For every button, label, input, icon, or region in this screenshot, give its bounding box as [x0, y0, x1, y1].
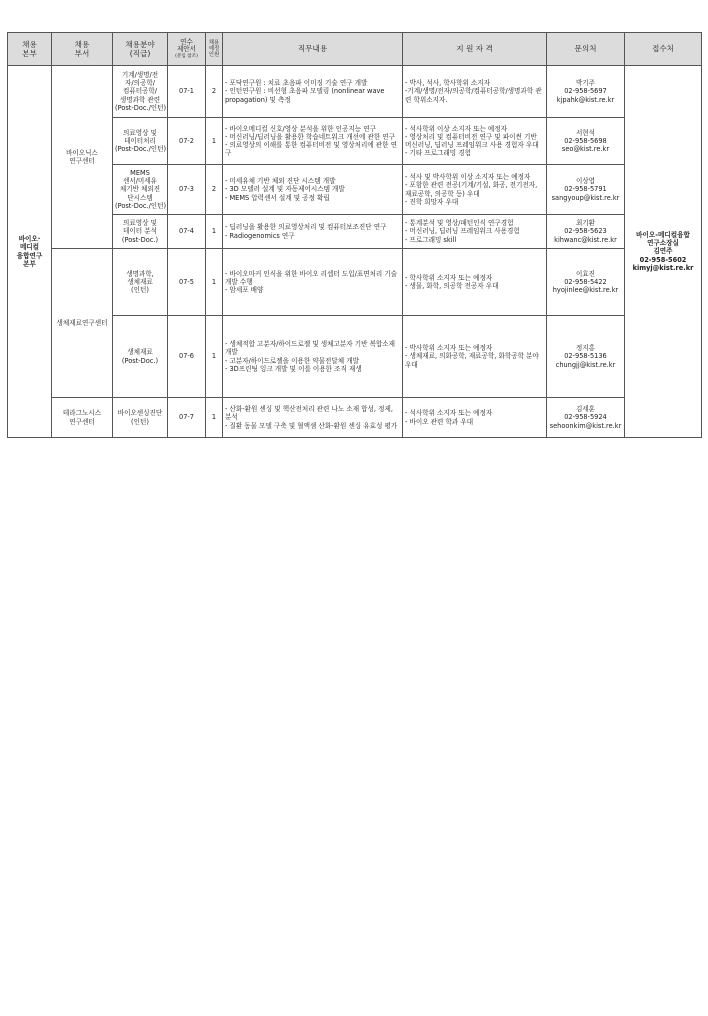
qualification-line: - 생체재료, 의화공학, 재료공학, 화학공학 분야 우대 [405, 352, 539, 369]
duty-cell [223, 215, 403, 249]
duty-line: - 딥러닝을 활용한 의료영상처리 및 컴퓨터보조진단 연구 [225, 223, 387, 232]
receipt-name: 김연주 [653, 247, 673, 256]
contact-phone: 02-958-5697 [564, 87, 607, 96]
receipt-title: 바이오-메디컬융합 연구소장실 [636, 231, 690, 248]
count-cell: 2 [206, 66, 223, 118]
qualification-line: - 바이오 관련 학과 우대 [405, 417, 474, 426]
qualification-line: - 박사학위 소지자 또는 예정자 [405, 344, 493, 353]
duty-line: - 바이오메디컬 신호/영상 분석을 위한 인공지능 연구 [225, 124, 376, 133]
qualification-line: - 머신러닝, 딥러닝 프레임워크 사용경험 [405, 227, 520, 236]
duty-line: - 미세유체 기반 체외 진단 시스템 개발 [225, 177, 336, 186]
count-cell: 1 [206, 316, 223, 398]
contact-name: 이효진 [575, 269, 596, 278]
duty-line: - 고분자/하이드로젤을 이용한 약물전달체 개발 [225, 356, 360, 365]
contact-email[interactable]: seo@kist.re.kr [561, 145, 610, 154]
receipt-email[interactable]: kimyj@kist.re.kr [632, 263, 694, 272]
duty-line: - 바이오마커 인식을 위한 바이오 리셉터 도입/표면처리 기술 개발 수행 [225, 269, 398, 286]
header-row [8, 33, 702, 66]
table-row [8, 165, 702, 215]
table-row [8, 215, 702, 249]
field-cell: 바이오센싱진단 (인턴) [113, 398, 168, 438]
qualification-line: - 학사학위 소지자 또는 예정자 [405, 273, 493, 282]
contact-email[interactable]: sangyoup@kist.re.kr [551, 193, 620, 202]
contact-cell [547, 118, 625, 165]
header-count: 채용 예정 인원 [206, 33, 223, 66]
department-bionics: 바이오닉스 연구센터 [52, 66, 113, 249]
count-cell: 2 [206, 165, 223, 215]
duty-line: - 3D 모델러 설계 및 자동제어시스템 개발 [225, 185, 345, 194]
qualification-cell [403, 165, 547, 215]
contact-name: 서현석 [575, 128, 596, 137]
contact-name: 김세훈 [575, 405, 596, 414]
duty-line: - 암세포 배양 [225, 286, 264, 295]
qualification-line: - 통계분석 및 영상/패턴인식 연구경험 [405, 219, 514, 228]
receipt-cell [625, 66, 702, 438]
duty-line: - 인턴연구원 : 비선형 초음파 모델링 (nonlinear wave propagation) 및 측정 [225, 87, 385, 104]
table-row [8, 66, 702, 118]
contact-cell [547, 215, 625, 249]
qualification-cell [403, 316, 547, 398]
count-cell: 1 [206, 249, 223, 316]
count-cell: 1 [206, 398, 223, 438]
contact-cell [547, 398, 625, 438]
duty-cell [223, 398, 403, 438]
contact-cell [547, 66, 625, 118]
field-cell: 기계/생명/전 자/의공학/ 컴퓨터공학/ 생명과학 관련 (Post-Doc./인턴) [113, 66, 168, 118]
header-receipt: 접수처 [625, 33, 702, 66]
contact-email[interactable]: kjpahk@kist.re.kr [556, 95, 615, 104]
code-cell: 07-4 [168, 215, 206, 249]
code-cell: 07-6 [168, 316, 206, 398]
duty-line: - MEMS 압력센서 설계 및 공정 확립 [225, 193, 330, 202]
qualification-line: - 기타 프로그래밍 경험 [405, 149, 471, 158]
field-cell: MEMS 센서/미세유 체기반 체외진 단시스템 (Post-Doc./인턴) [113, 165, 168, 215]
division-cell: 바이오· 메디컬 융합연구 본부 [8, 66, 52, 438]
duty-line: - 생체적합 고분자/하이드로젤 및 생체고분자 기반 복합소재 개발 [225, 340, 396, 357]
count-cell: 1 [206, 215, 223, 249]
count-cell: 1 [206, 118, 223, 165]
contact-cell [547, 165, 625, 215]
code-cell: 07-3 [168, 165, 206, 215]
contact-name: 정지홍 [575, 344, 596, 353]
contact-name: 최기환 [575, 219, 596, 228]
qualification-cell [403, 249, 547, 316]
header-code: 연수 제안서 (분임 참조) [168, 33, 206, 66]
qualification-cell [403, 118, 547, 165]
code-cell: 07-7 [168, 398, 206, 438]
department-theragnosis: 테라그노시스 연구센터 [52, 398, 113, 438]
receipt-phone: 02-958-5602 [639, 255, 687, 264]
field-cell: 생체재료 (Post-Doc.) [113, 316, 168, 398]
qualification-line: - 석사 및 박사학위 이상 소지자 또는 예정자 [405, 173, 531, 182]
contact-email[interactable]: hyojinlee@kist.re.kr [552, 286, 619, 295]
table-row [8, 118, 702, 165]
qualification-line: - 석사학위 이상 소지자 또는 예정자 [405, 124, 508, 133]
qualification-line: - 진학 희망자 우대 [405, 197, 459, 206]
qualification-line: - 생물, 화학, 의공학 전공자 우대 [405, 282, 499, 290]
field-cell: 생명과학, 생체재료 (인턴) [113, 249, 168, 316]
duty-line: - Radiogenomics 연구 [225, 231, 295, 240]
duty-line: - 질환 동물 모델 구축 및 혈액샘 산화-환원 센싱 유효성 평가 [225, 421, 398, 430]
duty-cell [223, 316, 403, 398]
contact-phone: 02-958-5422 [564, 277, 607, 286]
qualification-line: -기계/생명/전자/의공학/컴퓨터공학/생명과학 관련 학위소지자. [405, 87, 542, 104]
department-biomaterials: 생체재료연구센터 [52, 249, 113, 398]
field-cell: 의료영상 및 데이터처리 (Post-Doc./인턴) [113, 118, 168, 165]
duty-line: - 산화-환원 센싱 및 핵산전처리 관련 나노 소재 합성, 정제, 분석 [225, 405, 393, 422]
header-code-note: (분임 참조) [175, 53, 198, 59]
qualification-cell [403, 398, 547, 438]
recruitment-table [7, 32, 702, 438]
qualification-line: - 영상처리 및 컴퓨터비전 연구 및 파이썬 기반 머신러닝, 딥러닝 프레임워크 사용 경험자 우대 [405, 132, 539, 149]
header-duty: 직무내용 [223, 33, 403, 66]
contact-email[interactable]: chungjj@kist.re.kr [555, 360, 616, 369]
table-row [8, 249, 702, 316]
qualification-cell [403, 66, 547, 118]
contact-phone: 02-958-5924 [564, 413, 607, 422]
duty-line: - 머신러닝/딥러닝을 활용한 학습네트워크 개선에 관한 연구 [225, 132, 396, 141]
field-cell: 의료영상 및 데이터 분석 (Post-Doc.) [113, 215, 168, 249]
header-field: 채용분야 (직급) [113, 33, 168, 66]
duty-line: - 3D프린팅 잉크 개발 및 이를 이용한 조직 재생 [225, 364, 362, 373]
header-department: 채용 부서 [52, 33, 113, 66]
contact-phone: 02-958-5698 [564, 136, 607, 145]
duty-cell [223, 118, 403, 165]
qualification-line: - 박사, 석사, 학사학위 소지자 [405, 79, 491, 88]
duty-line: - 의료영상의 이해를 통한 컴퓨터비전 및 영상처리에 관한 연구 [225, 141, 398, 158]
duty-line: - 포닥연구원 : 치료 초음파 이미징 기술 연구 개발 [225, 79, 368, 88]
qualification-line: - 포함한 관련 전공(기계/기설, 화공, 전기전자, 재료공학, 의공학 등) 우대 [405, 181, 538, 198]
contact-name: 이상엽 [575, 177, 596, 186]
contact-phone: 02-958-5136 [564, 352, 607, 361]
qualification-line: - 프로그래밍 skill [405, 235, 457, 244]
contact-name: 박기주 [575, 79, 596, 88]
header-contact: 문의처 [547, 33, 625, 66]
qualification-line: - 석사학위 소지자 또는 예정자 [405, 409, 493, 418]
table-row [8, 398, 702, 438]
header-division: 채용 본부 [8, 33, 52, 66]
contact-cell [547, 249, 625, 316]
qualification-cell [403, 215, 547, 249]
contact-phone: 02-958-5791 [564, 185, 607, 194]
contact-email[interactable]: sehoonkim@kist.re.kr [549, 421, 622, 430]
code-cell: 07-2 [168, 118, 206, 165]
duty-cell [223, 66, 403, 118]
contact-email[interactable]: kihwanc@kist.re.kr [554, 235, 617, 244]
code-cell: 07-1 [168, 66, 206, 118]
table-row [8, 316, 702, 398]
duty-cell [223, 165, 403, 215]
duty-cell [223, 249, 403, 316]
contact-cell [547, 316, 625, 398]
header-qualification: 지 원 자 격 [403, 33, 547, 66]
code-cell: 07-5 [168, 249, 206, 316]
contact-phone: 02-958-5623 [564, 227, 607, 236]
